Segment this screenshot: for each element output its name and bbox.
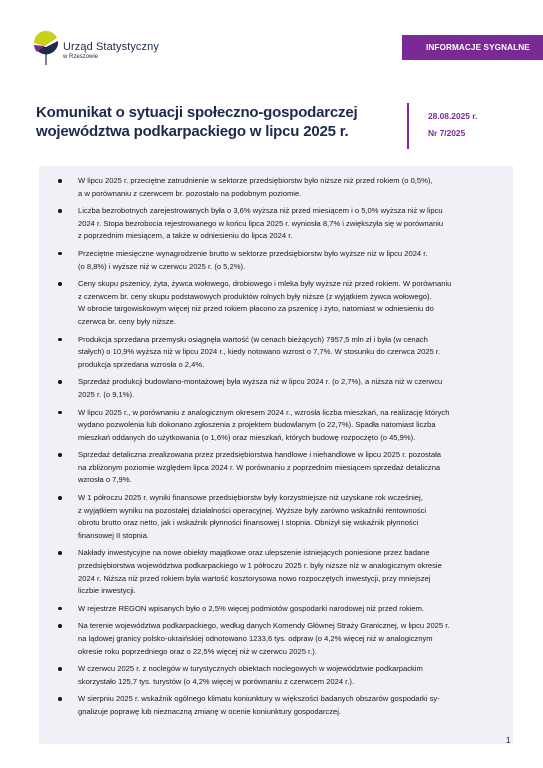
- bullet-text-line: W lipcu 2025 r. przeciętne zatrudnienie w sektorze przedsiębiorstw było niższe niż przed rokiem (o 0,5%),: [78, 176, 433, 185]
- bullet-text-line: na zbliżonym poziomie względem lipca 2024 r. W porównaniu z poprzednim miesiącem sprzedaż detaliczna: [78, 462, 441, 472]
- summary-bullet-item: [78, 334, 505, 372]
- publication-number: Nr 7/2025: [428, 128, 466, 138]
- bullet-text-line: 2024 r. Stopa bezrobocia rejestrowanego w końcu lipca 2025 r. wyniosła 8,7% i zwiększyła się w porównaniu: [78, 218, 444, 228]
- logo-text: [63, 41, 159, 62]
- summary-bullet-item: [78, 547, 505, 597]
- summary-bullet-item: [78, 603, 505, 616]
- bullet-text-line: na lądowej granicy polsko-ukraińskiej odnotowano 1233,6 tys. odpraw (o 4,2% więcej niż w analogicznym: [78, 634, 433, 643]
- bullet-text-line: Przeciętne miesięczne wynagrodzenie brutto w sektorze przedsiębiorstw było wyższe niż w lipcu 2024 r.: [78, 248, 428, 258]
- bullet-text-line: Sprzedaż detaliczna zrealizowana przez przedsiębiorstwa handlowe i niehandlowe w lipcu 2025 r. pozostała: [78, 450, 442, 460]
- bullet-text-line: Liczba bezrobotnych zarejestrowanych była o 3,6% wyższa niż przed miesiącem i o 5,0% wyższa niż w lipcu: [78, 206, 443, 216]
- bullet-text-line: okresie roku poprzedniego oraz o 22,5% więcej niż w czerwcu 2025 r.).: [78, 646, 317, 656]
- logo-subtitle: w Rzeszowie: [63, 54, 99, 60]
- title-line: Komunikat o sytuacji społeczno-gospodarczej: [36, 104, 358, 121]
- bullet-text-line: 2025 r. (o 9,1%).: [78, 389, 135, 399]
- bullet-dot-icon: [58, 551, 62, 555]
- summary-bullet-item: [78, 248, 505, 273]
- bullet-text-line: Sprzedaż produkcji budowlano-montażowej była wyższa niż w lipcu 2024 r. (o 2,7%), a niższa niż w czerwcu: [78, 377, 443, 387]
- bullet-text-line: Produkcja sprzedana przemysłu osiągnęła wartość (w cenach bieżących) 7957,5 mln zł i była (w cenach: [78, 334, 428, 344]
- bullet-dot-icon: [58, 697, 62, 701]
- summary-bullet-item: [78, 278, 505, 328]
- publication-type-badge: INFORMACJE SYGNALNE: [402, 35, 543, 60]
- bullet-text-line: a w porównaniu z czerwcem br. pozostało na podobnym poziomie.: [78, 188, 302, 198]
- bullet-dot-icon: [58, 209, 62, 213]
- bullet-text-line: W lipcu 2025 r., w porównaniu z analogicznym okresem 2024 r., wzrosła liczba mieszkań, na realizację których: [78, 407, 450, 417]
- bullet-text-line: Na terenie województwa podkarpackiego, według danych Komendy Głównej Straży Granicznej, w lipcu 2025 r.: [78, 621, 450, 631]
- bullet-text-line: wzrosła o 7,9%.: [78, 475, 132, 485]
- page-header: [0, 0, 543, 80]
- bullet-text-line: z czerwcem br. ceny skupu podstawowych produktów rolnych były niższe (z wyjątkiem żywca wołowego).: [78, 291, 432, 301]
- bullet-text-line: wydano pozwolenia lub dokonano zgłoszenia z projektem budowlanym (o 22,7%). Spadła natomiast liczba: [78, 420, 436, 430]
- bullet-dot-icon: [58, 252, 62, 256]
- summary-box: [39, 166, 513, 744]
- summary-bullet-item: [78, 175, 505, 200]
- bullet-dot-icon: [58, 411, 62, 415]
- document-title: [36, 103, 396, 141]
- bullet-text-line: Ceny skupu pszenicy, żyta, żywca wołowego, drobiowego i mleka były wyższe niż przed rokiem. W porównaniu: [78, 279, 452, 289]
- bullet-dot-icon: [58, 607, 62, 611]
- title-divider: [407, 103, 409, 149]
- bullet-text-line: (o 8,8%) i wyższe niż w czerwcu 2025 r. (o 5,2%).: [78, 261, 246, 271]
- summary-bullet-item: [78, 620, 505, 658]
- publication-date: 28.08.2025 r.: [428, 111, 478, 121]
- bullet-text-line: z poprzednim miesiącem, a także w odniesieniu do lipca 2024 r.: [78, 231, 293, 241]
- summary-bullet-list: [39, 166, 513, 719]
- bullet-dot-icon: [58, 282, 62, 286]
- bullet-text-line: przedsiębiorstwa województwa podkarpackiego w 1 półroczu 2025 r. były niższe niż w analogicznym okresie: [78, 561, 442, 571]
- bullet-text-line: finansowej II stopnia.: [78, 530, 149, 540]
- bullet-dot-icon: [58, 496, 62, 500]
- summary-bullet-item: [78, 205, 505, 243]
- bullet-text-line: W sierpniu 2025 r. wskaźnik ogólnego klimatu koniunktury w większości badanych obszarów gospodarki sy-: [78, 694, 440, 704]
- page-number: 1: [506, 736, 511, 745]
- bullet-text-line: obrotu brutto oraz netto, jak i wskaźnik płynności finansowej I stopnia. Obniżył się wskaźnik płynności: [78, 518, 419, 528]
- bullet-text-line: skorzystało 125,7 tys. turystów (o 4,2% więcej w porównaniu z czerwcem 2024 r.).: [78, 676, 355, 686]
- bullet-text-line: Nakłady inwestycyjne na nowe obiekty majątkowe oraz ulepszenie istniejących poniesione przez badane: [78, 548, 430, 558]
- bullet-text-line: czerwca br. ceny były niższe.: [78, 316, 176, 326]
- document-meta: [428, 108, 477, 142]
- bullet-text-line: W czerwcu 2025 r. z noclegów w turystycznych obiektach noclegowych w województwie podkarpackim: [78, 664, 423, 674]
- summary-bullet-item: [78, 449, 505, 487]
- bullet-text-line: stałych) o 10,9% wyższa niż w lipcu 2024 r., kiedy notowano wzrost o 7,7%. W stosunku do czerwca 2025 r.: [78, 347, 441, 357]
- bullet-text-line: liczbie inwestycji.: [78, 586, 136, 596]
- bullet-dot-icon: [58, 179, 62, 183]
- bullet-text-line: W rejestrze REGON wpisanych było o 2,5% więcej podmiotów gospodarki narodowej niż przed rokiem.: [78, 603, 425, 613]
- bullet-text-line: 2024 r. Niższa niż przed rokiem była wartość kosztorysowa nowo rozpoczętych inwestycji, przy mniejszej: [78, 573, 431, 583]
- bullet-dot-icon: [58, 380, 62, 384]
- summary-bullet-item: [78, 376, 505, 401]
- bullet-dot-icon: [58, 667, 62, 671]
- bullet-dot-icon: [58, 453, 62, 457]
- summary-bullet-item: [78, 693, 505, 718]
- title-line: województwa podkarpackiego w lipcu 2025 r.: [36, 123, 349, 140]
- bullet-dot-icon: [58, 338, 62, 342]
- summary-bullet-item: [78, 492, 505, 542]
- logo-title: Urząd Statystyczny: [63, 41, 159, 53]
- bullet-text-line: produkcja sprzedana wzrosła o 2,4%.: [78, 359, 205, 369]
- bullet-text-line: mieszkań oddanych do użytkowania (o 1,6%) oraz mieszkań, których budowę rozpoczęto (o 45,9%).: [78, 432, 416, 442]
- bullet-dot-icon: [58, 624, 62, 628]
- bullet-text-line: W 1 półroczu 2025 r. wyniki finansowe przedsiębiorstw były korzystniejsze niż uzyskane rok wcześniej,: [78, 493, 423, 503]
- summary-bullet-item: [78, 663, 505, 688]
- summary-bullet-item: [78, 407, 505, 445]
- bullet-text-line: gnalizuje poprawę lub nieznaczną zmianę w ocenie koniunktury gospodarczej.: [78, 706, 341, 716]
- logo-icon: [33, 29, 59, 67]
- bullet-text-line: z wyjątkiem wyniku na pozostałej działalności operacyjnej. Wyższe były zarówno wskaźniki rentowności: [78, 505, 427, 515]
- bullet-text-line: W obrocie targowiskowym więcej niż przed rokiem płacono za pszenicę i żyto, natomiast w odniesieniu do: [78, 304, 434, 314]
